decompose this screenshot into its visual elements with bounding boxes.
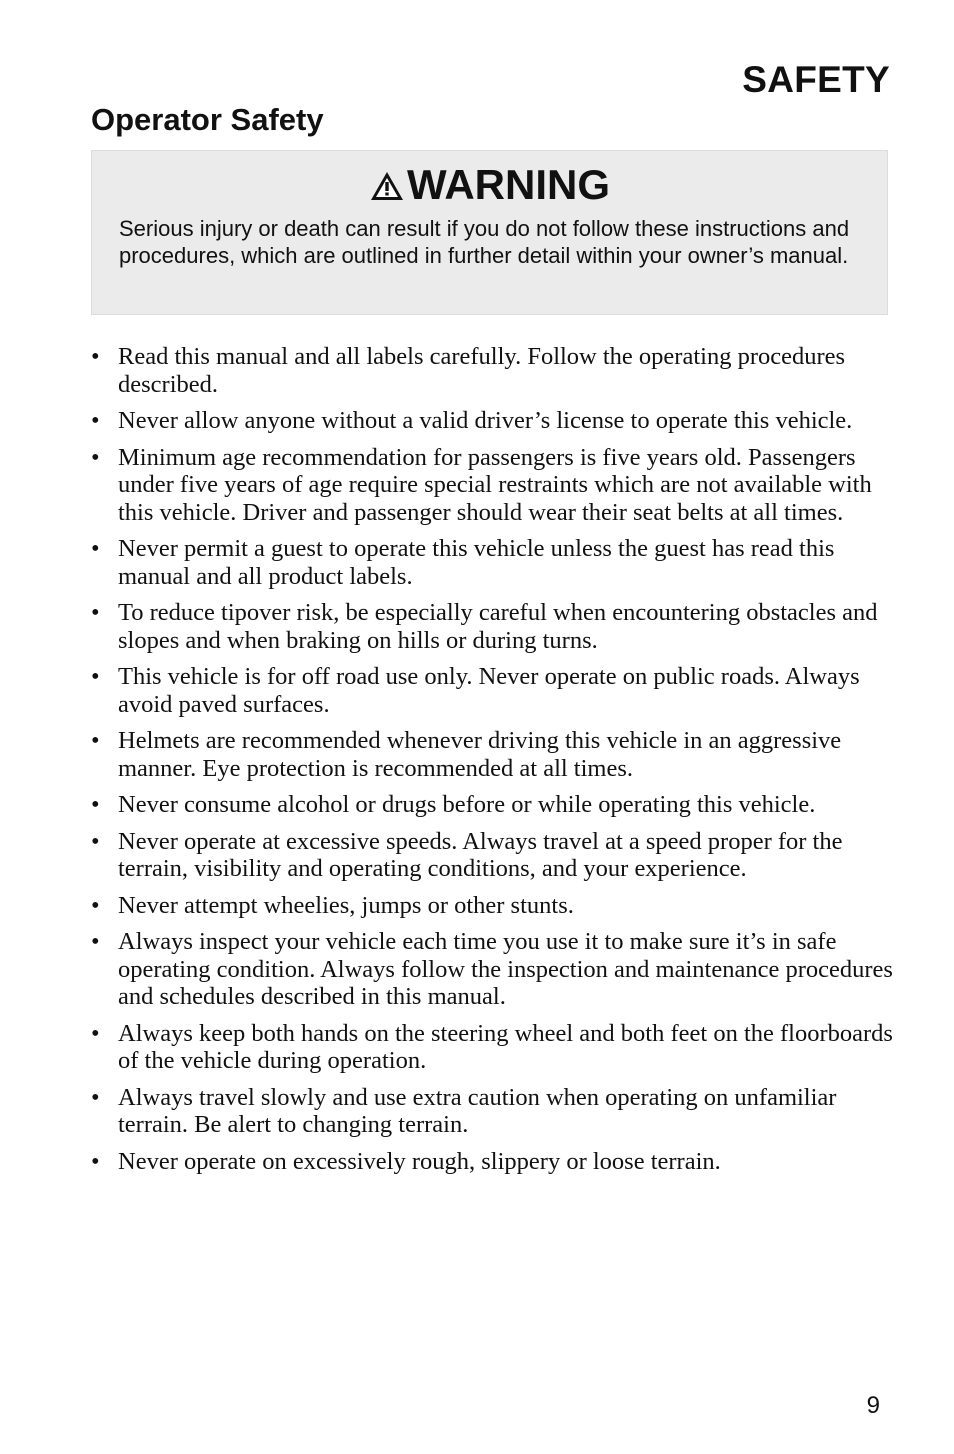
list-item [91, 928, 896, 1011]
warning-text: Serious injury or death can result if you do not follow these instructions and procedures, which are outlined in further detail within your owner’s manual. [119, 216, 850, 268]
list-item-text: Read this manual and all labels carefully. Follow the operating procedures described. [118, 343, 846, 398]
list-item [91, 599, 896, 654]
list-item [91, 791, 896, 819]
page-number: 9 [866, 1392, 880, 1419]
list-item [91, 892, 896, 920]
list-item-text: Minimum age recommendation for passengers is five years old. Passengers under five years of age require special restraints which are not available with this vehicle. Driver and passenger should wear their seat belts at all times. [118, 443, 872, 526]
list-item [91, 444, 896, 527]
bullet-icon: • [91, 1083, 100, 1111]
list-item [91, 828, 896, 883]
list-item-text: Always travel slowly and use extra caution when operating on unfamiliar terrain. Be alert to changing terrain. [118, 1083, 837, 1138]
list-item-text: Always keep both hands on the steering wheel and both feet on the floorboards of the vehicle during operation. [118, 1019, 893, 1074]
subsection-title: Operator Safety [91, 102, 324, 137]
list-item [91, 535, 896, 590]
bullet-icon: • [91, 343, 100, 370]
bullet-icon: • [91, 827, 100, 855]
list-item-text: Never attempt wheelies, jumps or other stunts. [118, 891, 574, 919]
list-item-text: Never permit a guest to operate this vehicle unless the guest has read this manual and all product labels. [118, 535, 835, 590]
warning-triangle-icon [369, 170, 405, 202]
bullet-icon: • [91, 407, 100, 434]
list-item-text: To reduce tipover risk, be especially careful when encountering obstacles and slopes and when braking on hills or during turns. [118, 599, 878, 654]
list-item [91, 343, 896, 398]
list-item-text: Never allow anyone without a valid driver’s license to operate this vehicle. [118, 407, 853, 434]
bullet-icon: • [91, 891, 100, 919]
bullet-icon: • [91, 663, 100, 690]
list-item-text: This vehicle is for off road use only. Never operate on public roads. Always avoid paved surfaces. [118, 663, 860, 718]
bullet-icon: • [91, 599, 100, 626]
warning-box [91, 150, 888, 315]
bullet-icon: • [91, 1147, 100, 1175]
list-item [91, 1148, 896, 1176]
safety-bullet-list [91, 343, 896, 1184]
warning-heading [92, 159, 887, 211]
list-item [91, 1020, 896, 1075]
list-item [91, 407, 896, 435]
list-item [91, 727, 896, 782]
bullet-icon: • [91, 1019, 100, 1047]
list-item-text: Helmets are recommended whenever driving this vehicle in an aggressive manner. Eye protection is recommended at all times. [118, 727, 842, 782]
bullet-icon: • [91, 535, 100, 562]
list-item-text: Always inspect your vehicle each time you use it to make sure it’s in safe operating condition. Always follow the inspection and maintenance procedures and schedules described in this manual. [118, 928, 893, 1010]
warning-heading-label: WARNING [407, 161, 610, 208]
bullet-icon: • [91, 443, 100, 471]
list-item-text: Never operate at excessive speeds. Always travel at a speed proper for the terrain, visibility and operating conditions, and your experience. [118, 827, 843, 882]
bullet-icon: • [91, 928, 100, 955]
list-item-text: Never consume alcohol or drugs before or while operating this vehicle. [118, 791, 816, 818]
list-item [91, 663, 896, 718]
list-item-text: Never operate on excessively rough, slippery or loose terrain. [118, 1147, 721, 1175]
bullet-icon: • [91, 727, 100, 754]
list-item [91, 1084, 896, 1139]
bullet-icon: • [91, 791, 100, 818]
section-title: SAFETY [742, 59, 890, 100]
